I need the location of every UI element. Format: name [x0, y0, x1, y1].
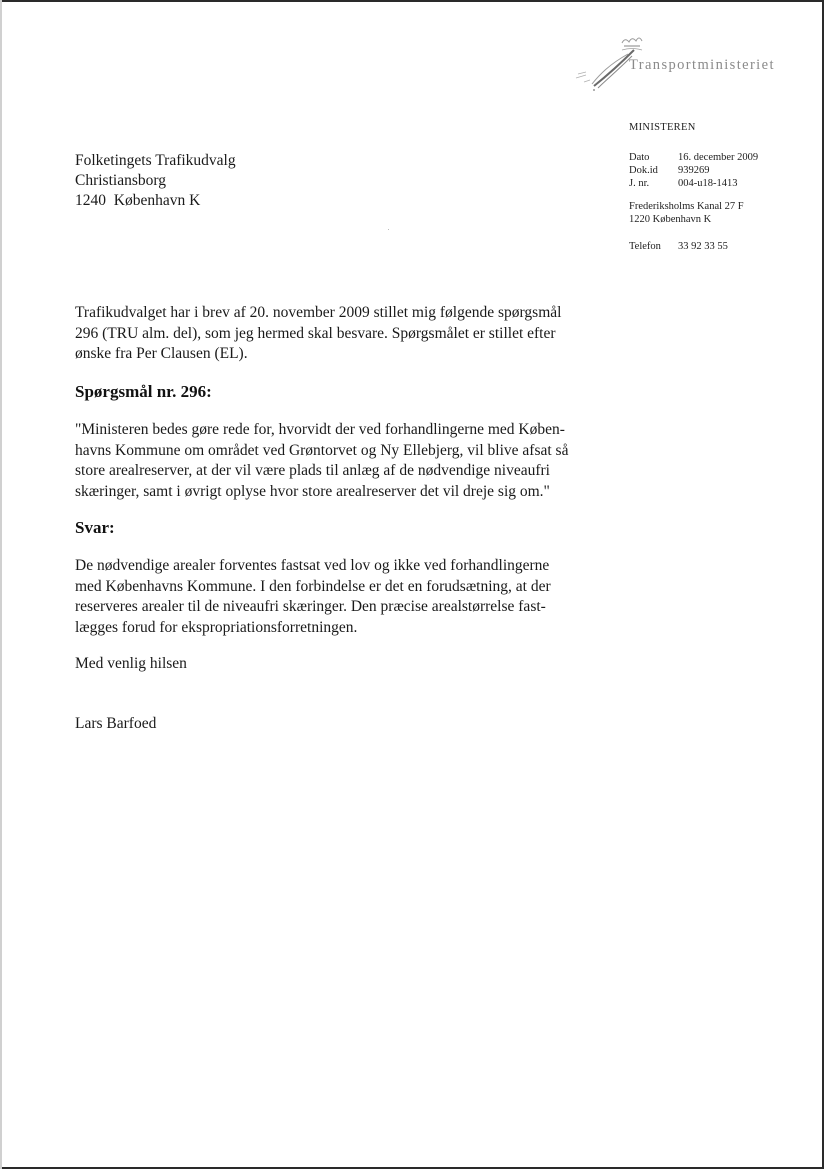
- detail-value: 004-u18-1413: [678, 178, 738, 189]
- paragraph-line: havns Kommune om området ved Grøntorvet og Ny Ellebjerg, vil blive afsat så: [75, 441, 569, 459]
- detail-key: Dok.id: [629, 165, 658, 176]
- scan-edge-left: [0, 0, 2, 1169]
- closing-text: Med venlig hilsen: [75, 655, 187, 672]
- paragraph-line: Trafikudvalget har i brev af 20. november 2009 stillet mig følgende spørgsmål: [75, 304, 562, 321]
- closing: [75, 654, 595, 675]
- recipient-address: [75, 151, 236, 211]
- recipient-line: Folketingets Trafikudvalg: [75, 152, 236, 169]
- answer-heading: Svar:: [75, 518, 115, 537]
- question-paragraph: [75, 420, 595, 502]
- ministry-logo: [572, 34, 792, 98]
- question-heading: Spørgsmål nr. 296:: [75, 382, 212, 401]
- document-details: [629, 151, 758, 190]
- detail-row-date: [629, 151, 758, 164]
- paragraph-line: De nødvendige arealer forventes fastsat ved lov og ikke ved forhandlingerne: [75, 557, 550, 574]
- sender-address: [629, 200, 744, 226]
- detail-value: 16. december 2009: [678, 152, 759, 163]
- paragraph-line: med Københavns Kommune. I den forbindelse er det en forudsætning, at der: [75, 577, 551, 595]
- detail-value: 939269: [678, 165, 710, 176]
- sender-address-line: 1220 København K: [629, 214, 712, 225]
- detail-row-doc-id: [629, 164, 758, 177]
- signature: [75, 714, 595, 735]
- paragraph-line: skæringer, samt i øvrigt oplyse hvor store arealreserver det vil dreje sig om.": [75, 482, 550, 500]
- scan-edge-top: [0, 0, 824, 2]
- paragraph-line: lægges forud for ekspropriationsforretningen.: [75, 618, 358, 636]
- sender-phone: [629, 241, 728, 252]
- detail-key: Dato: [629, 152, 650, 163]
- detail-key: J. nr.: [629, 178, 650, 189]
- sender-title: MINISTEREN: [629, 122, 696, 133]
- paragraph-line: ønske fra Per Clausen (EL).: [75, 345, 248, 362]
- intro-paragraph: [75, 303, 595, 365]
- recipient-line: 1240 København K: [75, 192, 201, 209]
- phone-value: 33 92 33 55: [678, 241, 728, 252]
- signature-name: Lars Barfoed: [75, 715, 157, 732]
- phone-label: Telefon: [629, 241, 661, 252]
- logo-text: Transportministeriet: [629, 57, 775, 73]
- sender-address-line: Frederiksholms Kanal 27 F: [629, 201, 744, 212]
- recipient-line: Christiansborg: [75, 172, 166, 189]
- paragraph-line: 296 (TRU alm. del), som jeg hermed skal besvare. Spørgsmålet er stillet efter: [75, 324, 556, 342]
- answer-paragraph: [75, 556, 595, 638]
- paragraph-line: reserveres arealer til de niveaufri skæringer. Den præcise arealstørrelse fast-: [75, 598, 546, 615]
- paragraph-line: "Ministeren bedes gøre rede for, hvorvidt der ved forhandlingerne med Køben-: [75, 421, 565, 438]
- paragraph-line: store arealreserver, at der vil være plads til anlæg af de nødvendige niveaufri: [75, 462, 550, 479]
- detail-row-journal-number: [629, 177, 758, 190]
- scan-speck: [388, 229, 389, 230]
